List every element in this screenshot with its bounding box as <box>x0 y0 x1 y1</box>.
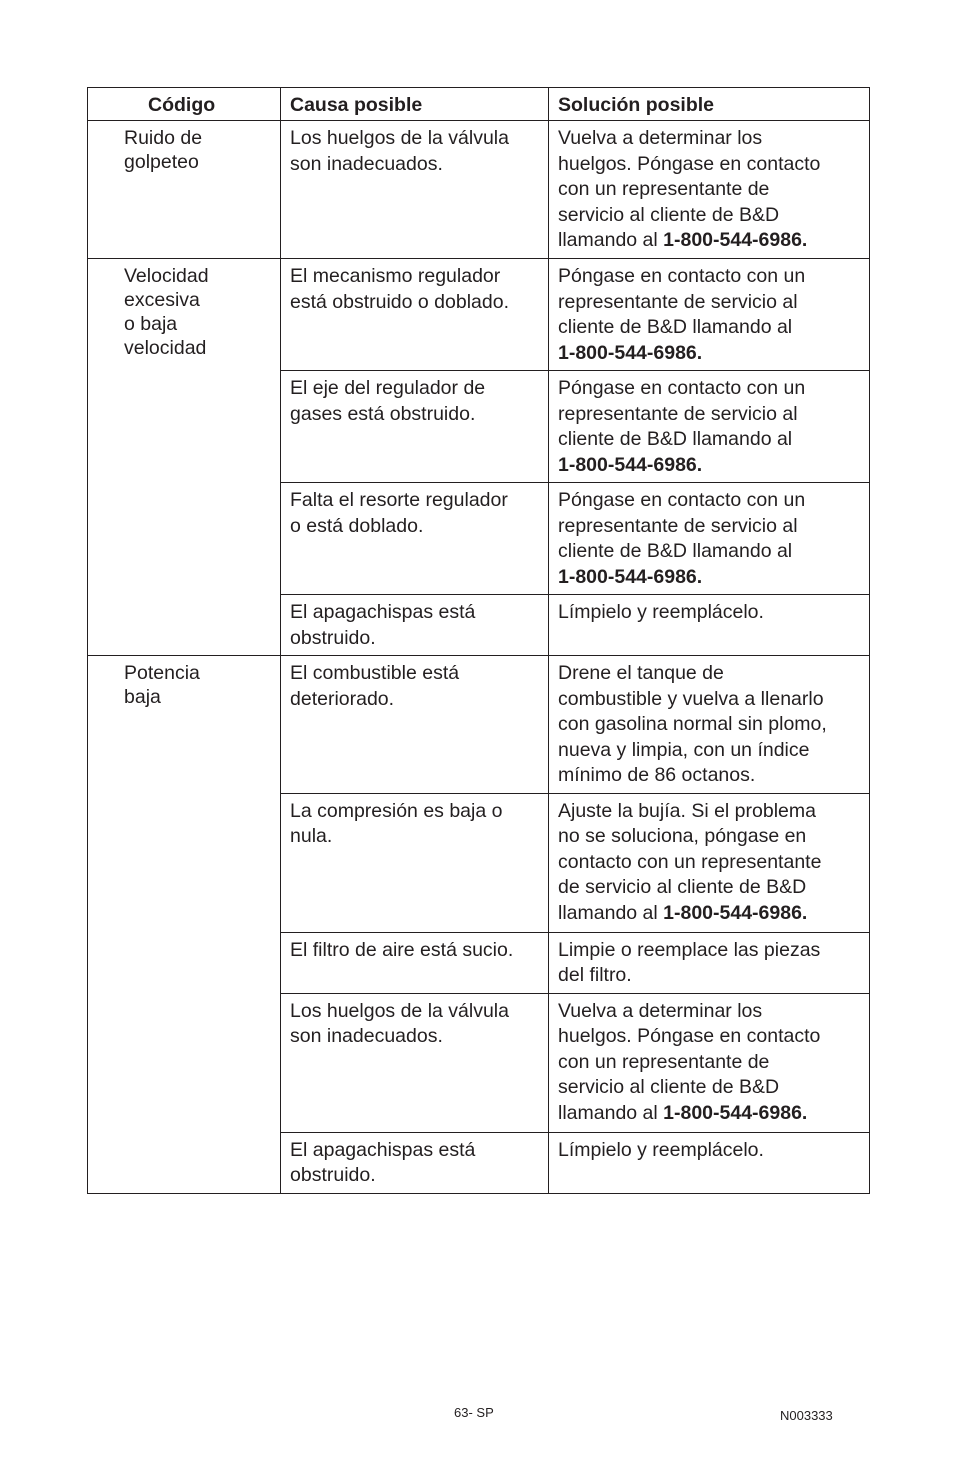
cell-cause <box>281 656 549 794</box>
cell-solution <box>549 656 870 794</box>
cause-line: El combustible está <box>290 662 460 684</box>
cell-cause <box>281 121 549 259</box>
solution-line: con gasolina normal sin plomo, <box>558 713 827 735</box>
solution-line: Drene el tanque de <box>558 662 724 684</box>
cause-line: Los huelgos de la válvula <box>290 999 509 1022</box>
solution-line: Vuelva a determinar los <box>558 999 763 1022</box>
cause-line: El filtro de aire está sucio. <box>290 938 514 961</box>
cause-line: La compresión es baja o <box>290 799 503 822</box>
solution-line: Póngase en contacto con un <box>558 265 806 287</box>
cell-cause <box>281 595 549 656</box>
solution-line: Póngase en contacto con un <box>558 377 806 399</box>
solution-line: de servicio al cliente de B&D <box>558 876 807 898</box>
cell-solution <box>549 993 870 1132</box>
cause-line: El eje del regulador de <box>290 377 486 399</box>
solution-line: del filtro. <box>558 964 632 986</box>
solution-phone-line <box>558 341 860 367</box>
phone-number: 1-800-544-6986. <box>663 229 808 251</box>
cause-line: o está doblado. <box>290 514 424 537</box>
header-code: Código <box>88 88 281 121</box>
header-solution: Solución posible <box>549 88 870 121</box>
cell-solution <box>549 259 870 371</box>
solution-line: cliente de B&D llamando al <box>558 540 793 562</box>
solution-line: Vuelva a determinar los <box>558 127 763 149</box>
phone-number: 1-800-544-6986. <box>663 901 808 924</box>
solution-tail: llamando al <box>558 1101 664 1124</box>
solution-line: con un representante de <box>558 178 770 200</box>
solution-line: Ajuste la bujía. Si el problema <box>558 799 816 822</box>
cell-solution <box>549 793 870 932</box>
solution-line: cliente de B&D llamando al <box>558 316 793 338</box>
cell-cause <box>281 259 549 371</box>
code-line: Potencia <box>124 662 200 684</box>
cause-line: está obstruido o doblado. <box>290 290 509 313</box>
cause-line: Falta el resorte regulador <box>290 489 508 511</box>
solution-line: combustible y vuelva a llenarlo <box>558 687 824 710</box>
cause-line: El mecanismo regulador <box>290 265 501 287</box>
cell-cause <box>281 793 549 932</box>
solution-phone-line <box>558 453 860 479</box>
solution-phone-line <box>558 228 860 254</box>
cause-line: obstruido. <box>290 1164 376 1186</box>
solution-line: nueva y limpia, con un índice <box>558 738 810 761</box>
phone-number: 1-800-544-6986. <box>558 565 703 588</box>
cause-line: Los huelgos de la válvula <box>290 127 509 149</box>
cell-code <box>88 259 281 656</box>
code-line: Ruido de <box>124 127 203 149</box>
table-header-row <box>88 88 870 121</box>
cause-line: El apagachispas está <box>290 1138 476 1161</box>
cause-line: obstruido. <box>290 626 376 649</box>
cell-cause <box>281 993 549 1132</box>
cell-solution <box>549 932 870 993</box>
solution-tail: llamando al <box>558 901 664 924</box>
cell-code <box>88 656 281 1194</box>
solution-line: Límpielo y reemplácelo. <box>558 601 764 623</box>
cell-solution <box>549 595 870 656</box>
table-row <box>88 259 870 371</box>
solution-line: con un representante de <box>558 1050 770 1073</box>
code-line: golpeteo <box>124 151 199 173</box>
solution-phone-line <box>558 565 860 591</box>
solution-line: servicio al cliente de B&D <box>558 1076 780 1098</box>
solution-line: huelgos. Póngase en contacto <box>558 1025 821 1047</box>
cell-cause <box>281 1132 549 1193</box>
header-cause: Causa posible <box>281 88 549 121</box>
code-line: Velocidad <box>124 265 209 287</box>
solution-line: Límpielo y reemplácelo. <box>558 1138 764 1161</box>
code-line: baja <box>124 686 161 708</box>
solution-phone-line <box>558 1101 860 1127</box>
solution-phone-line <box>558 901 860 927</box>
code-line: excesiva <box>124 289 200 311</box>
cause-line: son inadecuados. <box>290 152 443 175</box>
cause-line: son inadecuados. <box>290 1025 443 1047</box>
solution-line: no se soluciona, póngase en <box>558 825 807 847</box>
solution-line: Póngase en contacto con un <box>558 489 806 511</box>
solution-line: contacto con un representante <box>558 850 822 873</box>
troubleshooting-table <box>87 87 870 1194</box>
cell-cause <box>281 932 549 993</box>
page-number: 63- SP <box>454 1405 494 1420</box>
code-line: velocidad <box>124 337 207 359</box>
cause-line: deteriorado. <box>290 687 395 710</box>
solution-line: servicio al cliente de B&D <box>558 203 780 226</box>
cell-cause <box>281 371 549 483</box>
code-line: o baja <box>124 313 178 335</box>
solution-line: representante de servicio al <box>558 290 798 313</box>
cell-code <box>88 121 281 259</box>
cell-solution <box>549 1132 870 1193</box>
solution-line: mínimo de 86 octanos. <box>558 764 756 786</box>
solution-line: Limpie o reemplace las piezas <box>558 938 821 961</box>
phone-number: 1-800-544-6986. <box>558 453 703 476</box>
solution-tail: llamando al <box>558 229 664 251</box>
solution-line: representante de servicio al <box>558 402 798 425</box>
phone-number: 1-800-544-6986. <box>663 1101 808 1124</box>
solution-line: huelgos. Póngase en contacto <box>558 152 821 175</box>
cell-solution <box>549 483 870 595</box>
solution-line: cliente de B&D llamando al <box>558 428 793 450</box>
cause-line: gases está obstruido. <box>290 402 476 425</box>
phone-number: 1-800-544-6986. <box>558 341 703 364</box>
cell-solution <box>549 121 870 259</box>
cell-solution <box>549 371 870 483</box>
cause-line: nula. <box>290 825 333 847</box>
table-row <box>88 656 870 794</box>
cell-cause <box>281 483 549 595</box>
solution-line: representante de servicio al <box>558 514 798 537</box>
cause-line: El apagachispas está <box>290 601 476 623</box>
table-row <box>88 121 870 259</box>
document-number: N003333 <box>780 1408 833 1423</box>
